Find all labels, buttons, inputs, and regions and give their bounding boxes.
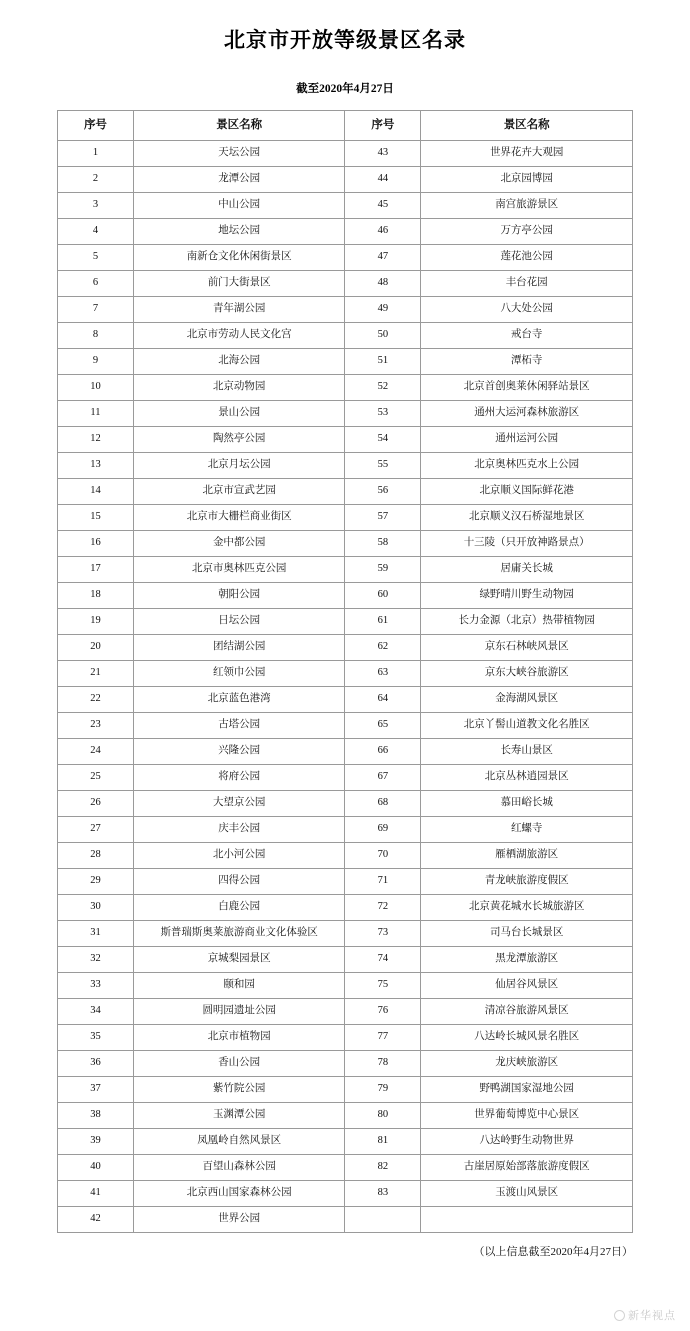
cell-name-left: 中山公园: [133, 193, 345, 219]
table-row: [58, 479, 633, 505]
cell-name-left: 凤凰岭自然风景区: [133, 1129, 345, 1155]
cell-name-right: 八达岭长城风景名胜区: [421, 1025, 633, 1051]
cell-name-left: 大望京公园: [133, 791, 345, 817]
cell-name-right: 北京园博园: [421, 167, 633, 193]
column-header-name-left: 景区名称: [133, 111, 345, 141]
cell-name-left: 北小河公园: [133, 843, 345, 869]
cell-name-right: 古崖居原始部落旅游度假区: [421, 1155, 633, 1181]
footnote: （以上信息截至2020年4月27日）: [473, 1246, 633, 1258]
table-row: [58, 1155, 633, 1181]
cell-index-right: 61: [345, 609, 421, 635]
cell-index-left: 7: [58, 297, 134, 323]
table-row: [58, 843, 633, 869]
cell-index-right: 53: [345, 401, 421, 427]
table-row: [58, 1077, 633, 1103]
cell-name-left: 京城梨园景区: [133, 947, 345, 973]
table-row: [58, 973, 633, 999]
cell-index-right: 82: [345, 1155, 421, 1181]
cell-index-right: 43: [345, 141, 421, 167]
cell-index-right: 68: [345, 791, 421, 817]
cell-name-left: 百望山森林公园: [133, 1155, 345, 1181]
cell-index-right: 71: [345, 869, 421, 895]
cell-name-left: 北京市奥林匹克公园: [133, 557, 345, 583]
table-row: [58, 765, 633, 791]
cell-index-left: 15: [58, 505, 134, 531]
watermark-logo-icon: [614, 1310, 625, 1321]
cell-name-right: 司马台长城景区: [421, 921, 633, 947]
table-row: [58, 193, 633, 219]
column-header-name-right: 景区名称: [421, 111, 633, 141]
table-row: [58, 167, 633, 193]
cell-index-left: 31: [58, 921, 134, 947]
cell-index-left: 29: [58, 869, 134, 895]
table-row: [58, 557, 633, 583]
watermark-label: 新华视点: [628, 1310, 676, 1322]
cell-name-left: 陶然亭公园: [133, 427, 345, 453]
cell-index-left: 6: [58, 271, 134, 297]
page-subtitle: 截至2020年4月27日: [296, 83, 394, 95]
cell-index-right: 59: [345, 557, 421, 583]
cell-index-left: 16: [58, 531, 134, 557]
cell-name-left: 白鹿公园: [133, 895, 345, 921]
cell-name-right: 北京黄花城水长城旅游区: [421, 895, 633, 921]
cell-index-left: 11: [58, 401, 134, 427]
table-row: [58, 895, 633, 921]
cell-index-left: 40: [58, 1155, 134, 1181]
watermark: [614, 1307, 676, 1323]
scenic-area-table: [57, 110, 633, 1233]
cell-index-left: 34: [58, 999, 134, 1025]
cell-name-left: 红领巾公园: [133, 661, 345, 687]
cell-index-right: 75: [345, 973, 421, 999]
cell-index-left: 18: [58, 583, 134, 609]
cell-index-left: 30: [58, 895, 134, 921]
cell-name-left: 北京市大栅栏商业街区: [133, 505, 345, 531]
cell-name-left: 圆明园遗址公园: [133, 999, 345, 1025]
cell-index-right: 45: [345, 193, 421, 219]
cell-name-right: 北京首创奥莱休闲驿站景区: [421, 375, 633, 401]
cell-name-left: 北京市劳动人民文化宫: [133, 323, 345, 349]
cell-index-left: 27: [58, 817, 134, 843]
cell-index-left: 10: [58, 375, 134, 401]
cell-index-right: 77: [345, 1025, 421, 1051]
cell-name-left: 玉渊潭公园: [133, 1103, 345, 1129]
cell-name-right: 野鸭湖国家湿地公园: [421, 1077, 633, 1103]
cell-index-left: 38: [58, 1103, 134, 1129]
cell-index-right: 79: [345, 1077, 421, 1103]
cell-index-right: 44: [345, 167, 421, 193]
cell-index-right: 81: [345, 1129, 421, 1155]
cell-index-right-empty: [345, 1207, 421, 1233]
table-row: [58, 505, 633, 531]
table-row: [58, 739, 633, 765]
cell-index-right: 69: [345, 817, 421, 843]
cell-name-left: 北海公园: [133, 349, 345, 375]
cell-index-right: 55: [345, 453, 421, 479]
table-row: [58, 713, 633, 739]
cell-name-left: 四得公园: [133, 869, 345, 895]
cell-index-left: 8: [58, 323, 134, 349]
cell-name-right: 八大处公园: [421, 297, 633, 323]
cell-index-left: 37: [58, 1077, 134, 1103]
cell-name-left: 北京市植物园: [133, 1025, 345, 1051]
cell-name-right: 仙居谷风景区: [421, 973, 633, 999]
cell-name-left: 北京蓝色港湾: [133, 687, 345, 713]
cell-index-left: 12: [58, 427, 134, 453]
cell-index-left: 19: [58, 609, 134, 635]
cell-name-right: 金海湖风景区: [421, 687, 633, 713]
cell-index-left: 35: [58, 1025, 134, 1051]
table-body: [58, 141, 633, 1233]
cell-name-right: 十三陵（只开放神路景点）: [421, 531, 633, 557]
cell-index-left: 32: [58, 947, 134, 973]
cell-index-left: 1: [58, 141, 134, 167]
cell-name-right: 世界葡萄博览中心景区: [421, 1103, 633, 1129]
table-row: [58, 453, 633, 479]
cell-name-right: 通州运河公园: [421, 427, 633, 453]
table-row: [58, 1103, 633, 1129]
cell-index-left: 25: [58, 765, 134, 791]
table-header: [58, 111, 633, 141]
table-row: [58, 921, 633, 947]
cell-name-right-empty: [421, 1207, 633, 1233]
cell-index-left: 17: [58, 557, 134, 583]
column-header-index-right: 序号: [345, 111, 421, 141]
cell-name-left: 金中都公园: [133, 531, 345, 557]
cell-name-right: 潭柘寺: [421, 349, 633, 375]
cell-name-right: 丰台花园: [421, 271, 633, 297]
cell-index-left: 22: [58, 687, 134, 713]
cell-index-right: 54: [345, 427, 421, 453]
cell-name-left: 日坛公园: [133, 609, 345, 635]
cell-index-left: 26: [58, 791, 134, 817]
cell-name-right: 龙庆峡旅游区: [421, 1051, 633, 1077]
cell-name-right: 北京丫髻山道教文化名胜区: [421, 713, 633, 739]
cell-name-left: 世界公园: [133, 1207, 345, 1233]
cell-index-right: 58: [345, 531, 421, 557]
cell-index-left: 23: [58, 713, 134, 739]
table-row: [58, 271, 633, 297]
cell-name-left: 紫竹院公园: [133, 1077, 345, 1103]
cell-index-right: 80: [345, 1103, 421, 1129]
table-header-row: [58, 111, 633, 141]
cell-index-right: 60: [345, 583, 421, 609]
cell-name-left: 团结湖公园: [133, 635, 345, 661]
cell-index-left: 24: [58, 739, 134, 765]
cell-name-right: 莲花池公园: [421, 245, 633, 271]
cell-index-right: 65: [345, 713, 421, 739]
table-row: [58, 869, 633, 895]
table-row: [58, 1129, 633, 1155]
cell-name-left: 北京月坛公园: [133, 453, 345, 479]
cell-index-right: 78: [345, 1051, 421, 1077]
cell-index-right: 47: [345, 245, 421, 271]
cell-index-left: 42: [58, 1207, 134, 1233]
cell-name-right: 长寿山景区: [421, 739, 633, 765]
cell-index-right: 62: [345, 635, 421, 661]
table-row: [58, 817, 633, 843]
cell-index-right: 66: [345, 739, 421, 765]
cell-index-left: 3: [58, 193, 134, 219]
cell-name-left: 天坛公园: [133, 141, 345, 167]
cell-index-right: 50: [345, 323, 421, 349]
column-header-index-left: 序号: [58, 111, 134, 141]
cell-index-right: 83: [345, 1181, 421, 1207]
cell-name-right: 慕田峪长城: [421, 791, 633, 817]
table-row: [58, 791, 633, 817]
table-row: [58, 323, 633, 349]
cell-name-left: 前门大街景区: [133, 271, 345, 297]
cell-name-right: 玉渡山风景区: [421, 1181, 633, 1207]
cell-index-right: 46: [345, 219, 421, 245]
cell-name-right: 黑龙潭旅游区: [421, 947, 633, 973]
table-row: [58, 583, 633, 609]
cell-name-left: 北京西山国家森林公园: [133, 1181, 345, 1207]
table-row: [58, 427, 633, 453]
table-container: [0, 110, 690, 1233]
cell-name-left: 青年湖公园: [133, 297, 345, 323]
table-row: [58, 375, 633, 401]
cell-name-right: 京东大峡谷旅游区: [421, 661, 633, 687]
cell-name-right: 世界花卉大观园: [421, 141, 633, 167]
table-row: [58, 297, 633, 323]
cell-name-right: 居庸关长城: [421, 557, 633, 583]
cell-index-left: 4: [58, 219, 134, 245]
cell-index-left: 33: [58, 973, 134, 999]
table-row: [58, 401, 633, 427]
cell-name-left: 斯普瑞斯奥莱旅游商业文化体验区: [133, 921, 345, 947]
cell-name-left: 颐和园: [133, 973, 345, 999]
cell-name-left: 龙潭公园: [133, 167, 345, 193]
cell-index-left: 2: [58, 167, 134, 193]
table-row: [58, 531, 633, 557]
cell-index-right: 64: [345, 687, 421, 713]
cell-name-right: 长力金源（北京）热带植物园: [421, 609, 633, 635]
cell-index-right: 73: [345, 921, 421, 947]
cell-name-left: 景山公园: [133, 401, 345, 427]
cell-index-left: 21: [58, 661, 134, 687]
cell-index-right: 67: [345, 765, 421, 791]
cell-index-left: 20: [58, 635, 134, 661]
cell-index-right: 52: [345, 375, 421, 401]
table-row: [58, 635, 633, 661]
cell-index-left: 14: [58, 479, 134, 505]
cell-name-left: 北京动物园: [133, 375, 345, 401]
table-row: [58, 219, 633, 245]
table-row: [58, 609, 633, 635]
cell-name-left: 朝阳公园: [133, 583, 345, 609]
cell-index-right: 57: [345, 505, 421, 531]
cell-name-right: 红螺寺: [421, 817, 633, 843]
cell-name-left: 庆丰公园: [133, 817, 345, 843]
cell-index-right: 72: [345, 895, 421, 921]
cell-name-right: 北京奥林匹克水上公园: [421, 453, 633, 479]
cell-name-right: 北京顺义国际鲜花港: [421, 479, 633, 505]
table-row: [58, 245, 633, 271]
cell-name-left: 南新仓文化休闲街景区: [133, 245, 345, 271]
cell-index-right: 63: [345, 661, 421, 687]
table-row: [58, 349, 633, 375]
cell-index-right: 70: [345, 843, 421, 869]
table-row: [58, 1207, 633, 1233]
cell-name-right: 北京顺义汉石桥湿地景区: [421, 505, 633, 531]
cell-name-right: 清凉谷旅游风景区: [421, 999, 633, 1025]
cell-name-right: 南宫旅游景区: [421, 193, 633, 219]
cell-index-right: 51: [345, 349, 421, 375]
table-row: [58, 1181, 633, 1207]
cell-index-right: 76: [345, 999, 421, 1025]
cell-name-right: 戒台寺: [421, 323, 633, 349]
cell-name-right: 绿野晴川野生动物园: [421, 583, 633, 609]
cell-name-right: 北京丛林逍园景区: [421, 765, 633, 791]
cell-name-right: 京东石林峡风景区: [421, 635, 633, 661]
cell-name-left: 兴隆公园: [133, 739, 345, 765]
cell-index-left: 39: [58, 1129, 134, 1155]
cell-index-left: 13: [58, 453, 134, 479]
cell-name-left: 地坛公园: [133, 219, 345, 245]
cell-index-right: 48: [345, 271, 421, 297]
cell-name-right: 青龙峡旅游度假区: [421, 869, 633, 895]
table-row: [58, 999, 633, 1025]
table-row: [58, 1025, 633, 1051]
cell-name-right: 通州大运河森林旅游区: [421, 401, 633, 427]
table-row: [58, 947, 633, 973]
cell-name-left: 将府公园: [133, 765, 345, 791]
cell-index-left: 41: [58, 1181, 134, 1207]
table-row: [58, 687, 633, 713]
cell-index-right: 74: [345, 947, 421, 973]
cell-name-right: 万方亭公园: [421, 219, 633, 245]
cell-index-left: 9: [58, 349, 134, 375]
table-row: [58, 141, 633, 167]
cell-name-left: 古塔公园: [133, 713, 345, 739]
page-title: 北京市开放等级景区名录: [224, 28, 466, 52]
cell-name-right: 八达岭野生动物世界: [421, 1129, 633, 1155]
cell-name-left: 北京市宣武艺园: [133, 479, 345, 505]
cell-name-left: 香山公园: [133, 1051, 345, 1077]
cell-index-right: 49: [345, 297, 421, 323]
table-row: [58, 1051, 633, 1077]
cell-index-right: 56: [345, 479, 421, 505]
cell-index-left: 28: [58, 843, 134, 869]
table-row: [58, 661, 633, 687]
cell-index-left: 5: [58, 245, 134, 271]
cell-name-right: 雁栖湖旅游区: [421, 843, 633, 869]
cell-index-left: 36: [58, 1051, 134, 1077]
